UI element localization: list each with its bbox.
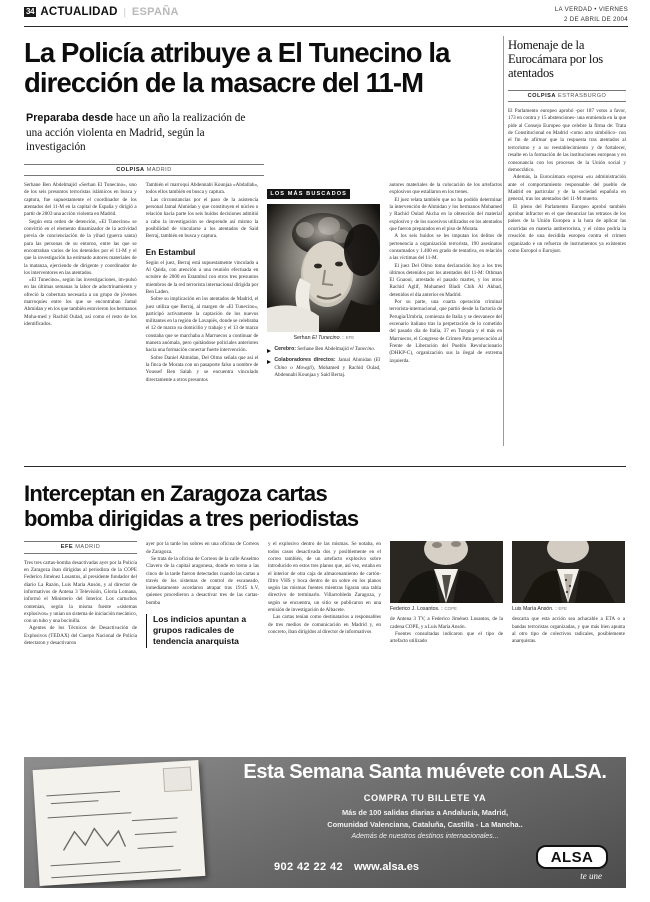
paragraph: También el marroquí Abdennabi Kounjaa «Abdallah», todos ellos también en busca y captura. bbox=[145, 182, 259, 196]
paragraph: «El Tunecino», según las investigaciones, im-pulsó en las últimas semanas la labor de adoctrinamiento y ofreció la cobertura necesaria a un grupo de jóvenes marroquíes entre los que se encontraban Jamal Ahmidan y en los que también estuvieron los hermanos Moha-med y Rachid Oulad, así como el resto de los identificados. bbox=[24, 277, 137, 328]
paragraph: ayer por la tarde los sobres en una oficina de Correos de Zaragoza. bbox=[146, 541, 259, 555]
article-1-subhead-estambul: En Estambul bbox=[145, 247, 196, 257]
byline-agency: EFE bbox=[60, 544, 74, 551]
masthead-rule bbox=[24, 26, 628, 27]
ad-detail-lines bbox=[229, 807, 621, 843]
postcard-image bbox=[33, 760, 206, 886]
photo-caption bbox=[512, 606, 625, 612]
photo-caption bbox=[390, 606, 503, 612]
masthead-separator: | bbox=[123, 6, 126, 18]
paragraph: y el explosivo dentro de las mismas. Se notaba, en todos casos desactivada dos y posiblemente en el correo también, de un artefacto explosivo sobre introducido en estos tres planos que, así vez, estaba en el interior de otra caja de almacenamiento de cartón-filtro VHS y boca dentro de un sobre en los planos según las mismas fuentes mientras ligaran una tabla directivo de terminarlo. Villarrobledo Zaragoza, y según se encuentra, un sitio se publicaron en una emisión de investigación de Albacete. bbox=[268, 541, 381, 614]
photo-caption bbox=[267, 335, 380, 341]
bullet-item bbox=[267, 346, 380, 353]
bullet-item bbox=[267, 357, 380, 379]
article-2-column-3 bbox=[268, 541, 381, 653]
subsection-name: ESPAÑA bbox=[131, 6, 179, 18]
bullet-text: Jamal Ahmidan ( bbox=[335, 357, 376, 364]
article-2-column-1 bbox=[24, 541, 137, 653]
byline-agency: COLPISA bbox=[527, 92, 556, 99]
paragraph: Agentes de los Técnicos de Desactivación de Explosivos (TEDAX) del Cuerpo Nacional de Policía detectaron y desactivaron bbox=[24, 625, 137, 647]
paragraph: Tres tres cartas-bomba desactivadas ayer por la Policía en Zaragoza iban dirigidas al periodista de la COPE Federico Jiménez Losantos, al presidente fundador del diario La Razón, Luis María Ansón, y al director de informativos de Antena 3 Televisión, Gloria Lomana, informó el Ministerio del Interior. Los cartuchos contenían, según la misma fuente «sistemas explosivos» y unían un sistema de iniciación mecánico, con un tubo y una bocinilla. bbox=[24, 559, 137, 625]
article-1-photo-module bbox=[267, 182, 380, 384]
bullet-italic: El Chino o Mowgli bbox=[274, 357, 381, 371]
page-folio-number: 34 bbox=[26, 7, 35, 16]
bullet-tail: ), Mohamed y Rachid Oulad, Abdennabi Kounjaa y Said Berraj. bbox=[274, 364, 381, 378]
article-2-byline bbox=[24, 541, 137, 553]
portrait-photo-losantos bbox=[390, 541, 503, 603]
bullet-italic: el Tunecino bbox=[349, 346, 374, 353]
masthead-left bbox=[24, 6, 179, 18]
paragraph: Se trata de la oficina de Correos de la calle Anselmo Clavero de la capital aragonesa, donde en torno a las cinco de la tarde fueron detectados cuando las cartas a través de los sistemas de control de escaneado, inmediatamente acordaron atrapar tras 19:45 h.V, quienes procedieron a desactivar tres de las cartas-bomba bbox=[146, 555, 259, 606]
paragraph: El juez Del Olmo toma declaración hoy a los tres últimos detenidos por los atentados del 11-M: Othman El Gnaoui, arrestado el pasado martes, y los otros Rachid Aglif, Mohamed Bladi Chih Al Akbad, detenidos el día anterior en Madrid. bbox=[389, 262, 503, 298]
alsa-logo: ALSA bbox=[536, 845, 608, 869]
paragraph: A los seis huidos se les imputan los delitos de pertenencia a organización terrorista, 190 asesinatos consumados y 1.400 en grado de tentativa, en relación a las víctimas del 11-M. bbox=[389, 233, 503, 262]
bullet-tail: . bbox=[373, 346, 376, 353]
article-2-column-4 bbox=[390, 541, 503, 653]
article-1 bbox=[24, 34, 502, 384]
article-1-column-1 bbox=[24, 182, 137, 384]
ad-line-3: Además de nuestros destinos internacionales... bbox=[351, 833, 499, 841]
byline-place: MADRID bbox=[75, 544, 101, 551]
paragraph: Serhane Ben Abdelmajid «Serhan El Tunecino», uno de los seis presuntos terroristas islámicos en busca y captura, fue supuestamente el coordinador de los atentados del 11-M en la capital de España y dirigió a partir de 2003 una acción violenta en Madrid. bbox=[24, 182, 137, 218]
paragraph: Además, la Eurocámara expresa «su administración ante el comportamiento responsable del pueblo de Madrid en particular y de la sociedad española en general, tras los atentados del 11-M muerto. bbox=[508, 174, 626, 203]
mountain-doodle-icon bbox=[60, 823, 127, 853]
ad-line-2: Comunidad Valenciana, Cataluña, Castilla - La Mancha.. bbox=[327, 820, 523, 830]
masthead-date bbox=[555, 5, 628, 24]
photo-caption-name: Federico J. Losantos. bbox=[390, 606, 440, 613]
paragraph: Por su parte, una cuarta operación criminal terrorista-internacional, que partió desde la factoría de Perugia/Umbría, comienza de Italia y se desvanece del escenario italiano tras la perpetración de lo cometido del pasado día de Italia, 37 en Turquía y el más en Marruecos, el Congreso de Crimen Pato persecución al Frente de Liberación del Pueblo Revolucionario (DHKP-C), organización sus la ilegal de extrema izquierda. bbox=[389, 299, 503, 364]
ad-line-1: Más de 100 salidas diarias a Andalucía, Madrid, bbox=[341, 808, 509, 817]
bullet-text: Serhane Ben Abdelmajid bbox=[295, 346, 350, 353]
photo-credit: :: EFE bbox=[553, 606, 567, 612]
subheadline-lead: Preparaba desde bbox=[26, 111, 114, 124]
paragraph: de Antena 3 TV, a Federico Jiménez Losantos, de la cadena COPE, y a Luis María Ansón. bbox=[390, 616, 503, 630]
article-2-columns bbox=[24, 541, 626, 653]
photo-caption-name: Luis María Ansón. bbox=[512, 606, 554, 613]
byline-agency: COLPISA bbox=[116, 166, 145, 173]
paragraph: descarta que esta acción sea achacable a ETA o a bandas terroristas organizadas, y que más bien apunta al otro tipo de colectivos radicales, posiblemente anarquistas. bbox=[512, 616, 625, 645]
most-wanted-bullet-list bbox=[267, 346, 380, 379]
sidebar-article bbox=[508, 34, 626, 255]
paragraph: El pleno del Parlamento Europeo aprobó también aprobar infractor en el que denunciar las retrasos de los países de la Unión Europea a la hora de aplicar las ocurridas en materia antiterrorista, y el cómo podría la creación de una decidida europea contra el crimen organizado e un refuerzo de instrumentos ya existentes como Europol o Eurojust. bbox=[508, 203, 626, 254]
article-1-byline bbox=[24, 164, 264, 176]
paragraph: Las circunstancias por el paso de la asistencia personal Jamal Ahmidan y que constituyen el núcleo o relación hacia parte los seis huidos decisiones admitió a cabo la investigación se desprende así mismo la posibilidad de vincularse a los atentados de Said Berraj, también en busca y captura. bbox=[145, 196, 259, 240]
paragraph: Las cartas tenían como destinatarios a responsables de tres medios de comunicación en Madrid y, en concreto, iban dirigidos al director de informativos bbox=[268, 614, 381, 635]
photo-credit: . :: EFE bbox=[339, 335, 355, 341]
ad-website-link[interactable]: www.alsa.es bbox=[354, 861, 420, 873]
article-2-headline: Interceptan en Zaragoza cartas bomba dirigidas a tres periodistas bbox=[24, 481, 359, 531]
postage-stamp-icon bbox=[163, 767, 192, 793]
publication-date: 2 DE ABRIL DE 2004 bbox=[564, 15, 628, 23]
paragraph: Fuentes consultadas indicaron que el tipo de artefacto utilizado bbox=[390, 630, 503, 645]
paragraph: Sobre su implicación en los atentados de Madrid, el juez utiliza que Berraj, al margen de «El Tunecino», participó activamente la captación de los nuevos militantes en la región de Lavapiés, donde se celebraba el 12 de marzo su domicilio y trabajo y el 13 de marzo constaba que se marchaba a Marruecos a continuar de manera anómala, pero quitándose policiales anteriores hacia una formación conectar fuerte intervención. bbox=[145, 296, 259, 354]
portrait-photo-serhan bbox=[267, 204, 380, 332]
alsa-tagline: te une bbox=[580, 871, 602, 881]
bullet-label: Cerebro: bbox=[274, 346, 296, 353]
advertisement-alsa[interactable] bbox=[24, 757, 626, 888]
bullet-label: Colaboradores directos: bbox=[274, 357, 336, 364]
byline-place: ESTRASBURGO bbox=[558, 92, 607, 99]
paragraph: autores materiales de la colocación de los artefactos explosivos que estallaron en los trenes. bbox=[389, 182, 503, 196]
article-1-subheadline bbox=[26, 111, 262, 155]
paragraph: Según el juez, Berraj está supuestamente vinculado a Al Qaida, con atención a una reunión efectuada en octubre de 2000 en Estambul con otros tres presuntos miembros de la red terrorista internacional dirigida por Ben Laden. bbox=[145, 259, 259, 295]
paragraph: Sobre Daniel Ahmidan, Del Olmo señala que así el la finca de Morata con un pasaporte falso a nombre de Youssef Ben Salah y se encuentra vinculado directamente a otros presuntos bbox=[145, 354, 259, 383]
ad-call-to-action[interactable]: COMPRA TU BILLETE YA bbox=[363, 793, 487, 803]
sidebar-headline: Homenaje de la Eurocámara por los atentados bbox=[508, 38, 604, 81]
article-1-column-2 bbox=[146, 182, 259, 384]
article-2 bbox=[24, 482, 626, 654]
article-1-headline: La Policía atribuye a El Tunecino la dirección de la masacre del 11-M bbox=[24, 37, 450, 98]
article-1-column-4 bbox=[389, 182, 502, 384]
article-2-column-2 bbox=[146, 541, 259, 653]
photo-caption-name: Serhan bbox=[293, 335, 312, 342]
ad-headline: Esta Semana Santa muévete con ALSA. bbox=[243, 761, 607, 783]
sidebar-byline bbox=[508, 90, 626, 102]
section-name: ACTUALIDAD bbox=[40, 6, 118, 18]
article-separator-rule bbox=[24, 466, 626, 467]
rail-divider bbox=[503, 36, 504, 446]
paragraph: El juez relata también que no ha podido determinar la intervención de Ahmidan y los hermanos Mohamed y Rachid Oulad Akcha en la obtención del material explosivo y de los sucesivos utilizados en los atentados que fueron preparados en el piso de Morata. bbox=[389, 196, 503, 232]
photo-caption-alias: El Tunecino bbox=[312, 335, 340, 342]
byline-place: MADRID bbox=[146, 166, 172, 173]
ad-phone-number[interactable]: 902 42 22 42 bbox=[274, 861, 344, 873]
subheadline-rest: hace un año la realización de una acción violenta en Madrid, según la investigación bbox=[26, 111, 246, 154]
article-1-columns bbox=[24, 182, 502, 384]
article-2-pull-quote: Los indicios apuntan a grupos radicales de tendencia anarquista bbox=[146, 614, 259, 648]
photo-credit: :: COPE bbox=[439, 606, 457, 612]
paragraph: Según esta orden de detención, «El Tunecino» se convirtió en el elemento dinamizador de la actividad previa de concienciación de la yihad (guerra santa) para las personas de su entorno, entre las que se encontraban varios de los detenidos por el 11-M y el que la investigación ha estimado autores materiales de la matanza, ejerciendo de dirigente y coordinador de los interventores en las atentados. bbox=[24, 218, 137, 276]
portrait-photo-anson bbox=[512, 541, 625, 603]
photo-kicker-label: LOS MÁS BUSCADOS bbox=[267, 189, 350, 199]
paper-name-weekday: LA VERDAD • VIERNES bbox=[554, 6, 628, 13]
paragraph: El Parlamento europeo aprobó -por 187 votos a favor, 173 en contra y 15 abstenciones- una enmienda en la que pide al Consejo Europeo que celebre la firma de: Trata de Constitucional en Madrid -como acto simbólico- con el fin de afirmar que la respuesta tras atentados al terrorismo y a su reestablecimiento y de fortalecer, resalte en la formación de las instituciones europeas y en consonancia con los procesos de la Unión social y democrático. bbox=[508, 108, 626, 173]
article-2-column-5 bbox=[512, 541, 625, 653]
masthead bbox=[0, 0, 650, 26]
